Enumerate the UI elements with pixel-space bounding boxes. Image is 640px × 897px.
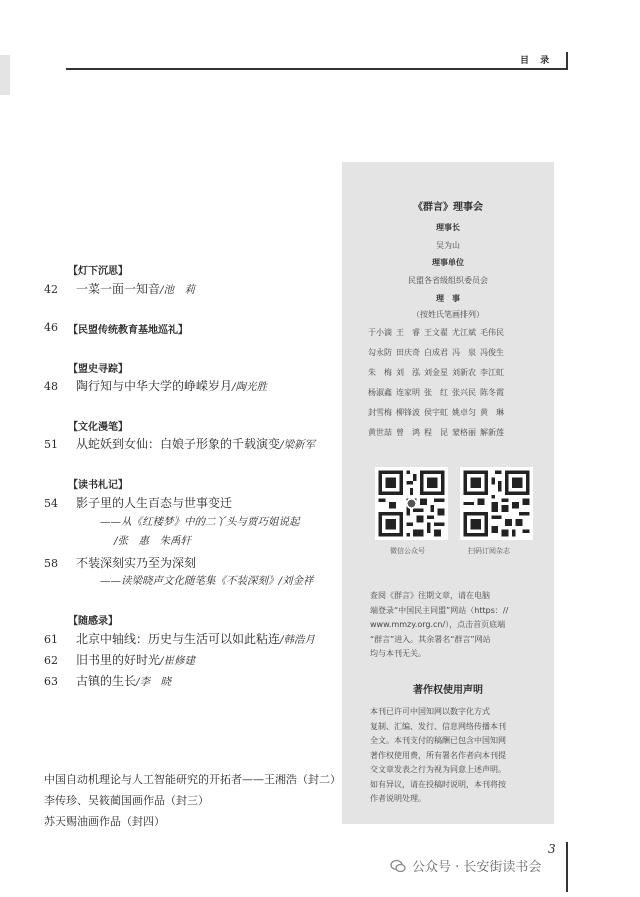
members-label: 理 事 [436, 294, 460, 303]
toc-entry[interactable] [44, 280, 195, 297]
unit-label: 理事单位 [432, 258, 464, 267]
section-label: 【读书札记】 [68, 480, 128, 491]
toc-author: /李 晓 [136, 676, 172, 688]
toc-author: /张 惠 朱禹轩 [114, 535, 192, 547]
member-row: 杨淑鑫 连家明 张 红 张兴民 陈冬霞 [368, 388, 504, 397]
toc-entry[interactable] [44, 651, 195, 668]
toc-author: /刘金祥 [278, 575, 314, 587]
toc-subtitle: ——读梁晓声文化随笔集《不装深刻》 [100, 575, 279, 587]
qr-code-icon [375, 467, 448, 540]
toc-title: 古镇的生长 [76, 674, 137, 688]
toc-title: 旧书里的好时光 [76, 653, 161, 667]
toc-title: 不装深刻实乃至为深刻 [76, 556, 197, 570]
toc-entry[interactable] [44, 494, 232, 511]
copyright-title: 著作权使用声明 [413, 685, 483, 696]
toc-entry[interactable] [44, 630, 315, 647]
order-note: （按姓氏笔画排列） [412, 310, 484, 319]
toc-page: 48 [44, 380, 58, 393]
toc-page: 61 [44, 633, 58, 646]
header-rule-tick [566, 52, 568, 70]
chair-label: 理事长 [436, 223, 460, 232]
watermark-text: 公众号 · 长安街读书会 [412, 860, 542, 875]
wechat-icon [390, 858, 406, 874]
cover-item[interactable]: 中国自动机理论与人工智能研究的开拓者——王湘浩（封二） [44, 773, 341, 786]
qr-right-caption: 扫码订阅杂志 [468, 547, 510, 555]
toc-title: 北京中轴线：历史与生活可以如此粘连 [76, 632, 281, 646]
header-label: 目 录 [520, 56, 554, 66]
member-row: 封雪梅 柳锋波 侯宇虹 姚卓匀 黄 琳 [368, 408, 504, 417]
toc-entry[interactable] [44, 377, 267, 394]
header-rule [66, 68, 566, 70]
qr-code-icon [460, 467, 533, 540]
member-row: 黄世喆 曾 鸿 程 昆 蒙格丽 解新莲 [368, 428, 504, 437]
cover-item[interactable]: 苏天赐油画作品（封四） [44, 815, 165, 828]
toc-page: 42 [44, 283, 58, 296]
info-panel [342, 162, 554, 824]
panel-title: 《群言》理事会 [413, 202, 483, 213]
section-label: 【盟史寻踪】 [68, 364, 128, 375]
toc-title: 陶行知与中华大学的峥嵘岁月 [76, 379, 233, 393]
toc-entry[interactable] [44, 672, 171, 689]
toc-author: /陶光胜 [232, 381, 268, 393]
member-list [368, 323, 538, 443]
toc-entry[interactable] [44, 435, 315, 452]
copyright-statement: 本刊已许可中国知网以数字化方式 复制、汇编、发行、信息网络传播本刊 全文。本刊支付的稿酬已包含中国知网 著作权使用费，所有署名作者向本刊提 交文章发表之行为视为同意上述声明。 如有异议，请在投稿时说明，本刊将按 作者说明处理。 [370, 707, 506, 803]
toc-title: 一菜一面一知音 [76, 282, 161, 296]
toc-page: 51 [44, 438, 58, 451]
member-row: 勾永防 田庆奇 白成君 冯 泉 冯俊生 [368, 348, 504, 357]
toc-entry[interactable] [44, 554, 196, 571]
unit-value: 民盟各省级组织委员会 [408, 276, 488, 285]
section-label: 【随感录】 [68, 616, 118, 627]
section-label: 【灯下沉思】 [68, 266, 128, 277]
toc-page: 58 [44, 557, 58, 570]
toc-page: 63 [44, 675, 58, 688]
member-row: 于小滴 王 睿 王文翟 尤江斌 毛伟民 [368, 328, 504, 337]
toc-author: /韩浩月 [280, 634, 316, 646]
toc-author: /崔修建 [160, 655, 196, 667]
page-number-rule [566, 842, 568, 892]
chair-name: 吴为山 [436, 241, 460, 250]
page-edge-shade [0, 55, 10, 95]
subscribe-qr-code[interactable] [460, 467, 533, 540]
toc-page: 54 [44, 497, 58, 510]
toc-subtitle-line [100, 573, 314, 588]
wechat-qr-code[interactable] [375, 467, 448, 540]
toc-page: 46 [44, 321, 58, 334]
page-number: 3 [548, 842, 556, 856]
toc-page: 62 [44, 654, 58, 667]
member-row: 朱 梅 刘 泓 刘金星 刘新农 李江虹 [368, 368, 504, 377]
toc-author: /梁新军 [280, 439, 316, 451]
section-label: 【民盟传统教育基地巡礼】 [68, 325, 188, 336]
toc-title: 从蛇妖到女仙：白娘子形象的千载演变 [76, 437, 281, 451]
qr-left-caption: 微信公众号 [390, 547, 425, 555]
section-label: 【文化漫笔】 [68, 422, 128, 433]
cover-item[interactable]: 李传珍、吴筱蔺国画作品（封三） [44, 794, 209, 807]
toc-author: /池 莉 [160, 284, 196, 296]
toc-subtitle: ——从《红楼梦》中的二丫头与贾巧姐说起 [100, 516, 300, 528]
access-note: 查阅《群言》往期文章，请在电脑 端登录“中国民主同盟”网站（https：// www.mmzy.org.cn/），点击首页底端 “群言”进入。其余署名“群言”网站 均与本刊无关。 [370, 591, 509, 658]
toc-title: 影子里的人生百态与世事变迁 [76, 496, 233, 510]
